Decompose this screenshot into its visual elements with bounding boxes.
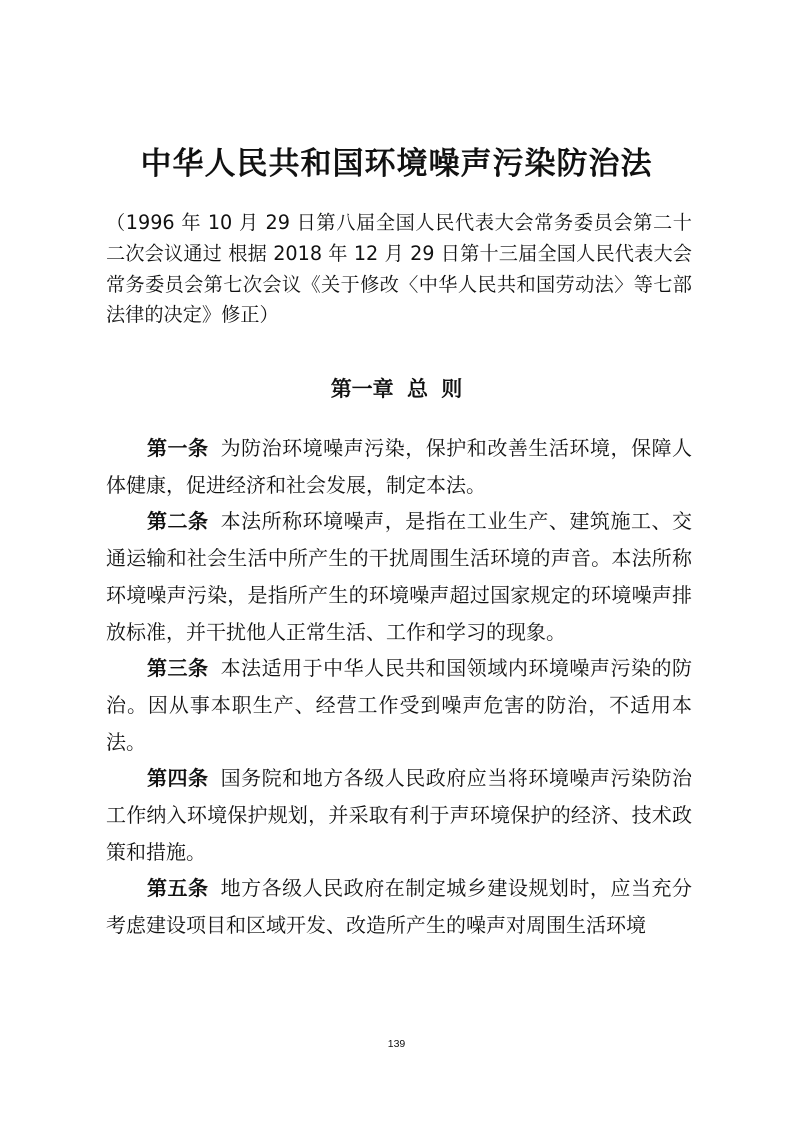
page-number: 139	[387, 1038, 406, 1050]
article-1	[106, 430, 692, 503]
article-5	[106, 870, 692, 943]
article-text: 地方各级人民政府在制定城乡建设规划时，应当充分考虑建设项目和区域开发、改造所产生的噪声对周围生活环境	[106, 876, 693, 938]
document-preamble: （1996 年 10 月 29 日第八届全国人民代表大会常务委员会第二十二次会议通过 根据 2018 年 12 月 29 日第十三届全国人民代表大会常务委员会第七次会议《关于修改〈中华人民共和国劳动法〉等七部法律的决定》修正）	[106, 211, 692, 327]
article-text: 为防治环境噪声污染，保护和改善生活环境，保障人体健康，促进经济和社会发展，制定本法。	[106, 436, 693, 497]
article-4	[106, 760, 692, 870]
article-label: 第三条	[147, 656, 209, 681]
article-text: 本法适用于中华人民共和国领域内环境噪声污染的防治。因从事本职生产、经营工作受到噪声危害的防治，不适用本法。	[106, 656, 693, 754]
article-2	[106, 503, 692, 650]
article-label: 第四条	[147, 766, 209, 791]
article-text: 本法所称环境噪声，是指在工业生产、建筑施工、交通运输和社会生活中所产生的干扰周围生活环境的声音。本法所称环境噪声污染，是指所产生的环境噪声超过国家规定的环境噪声排放标准，并干扰他人正常生活、工作和学习的现象。	[106, 509, 693, 644]
document-title: 中华人民共和国环境噪声污染防治法	[140, 146, 653, 182]
article-list	[106, 430, 692, 944]
article-3	[106, 650, 692, 760]
article-label: 第二条	[147, 509, 209, 534]
chapter-heading: 第一章 总 则	[330, 377, 463, 401]
article-label: 第五条	[147, 876, 209, 901]
article-label: 第一条	[147, 436, 209, 460]
article-text: 国务院和地方各级人民政府应当将环境噪声污染防治工作纳入环境保护规划，并采取有利于声环境保护的经济、技术政策和措施。	[106, 766, 693, 864]
